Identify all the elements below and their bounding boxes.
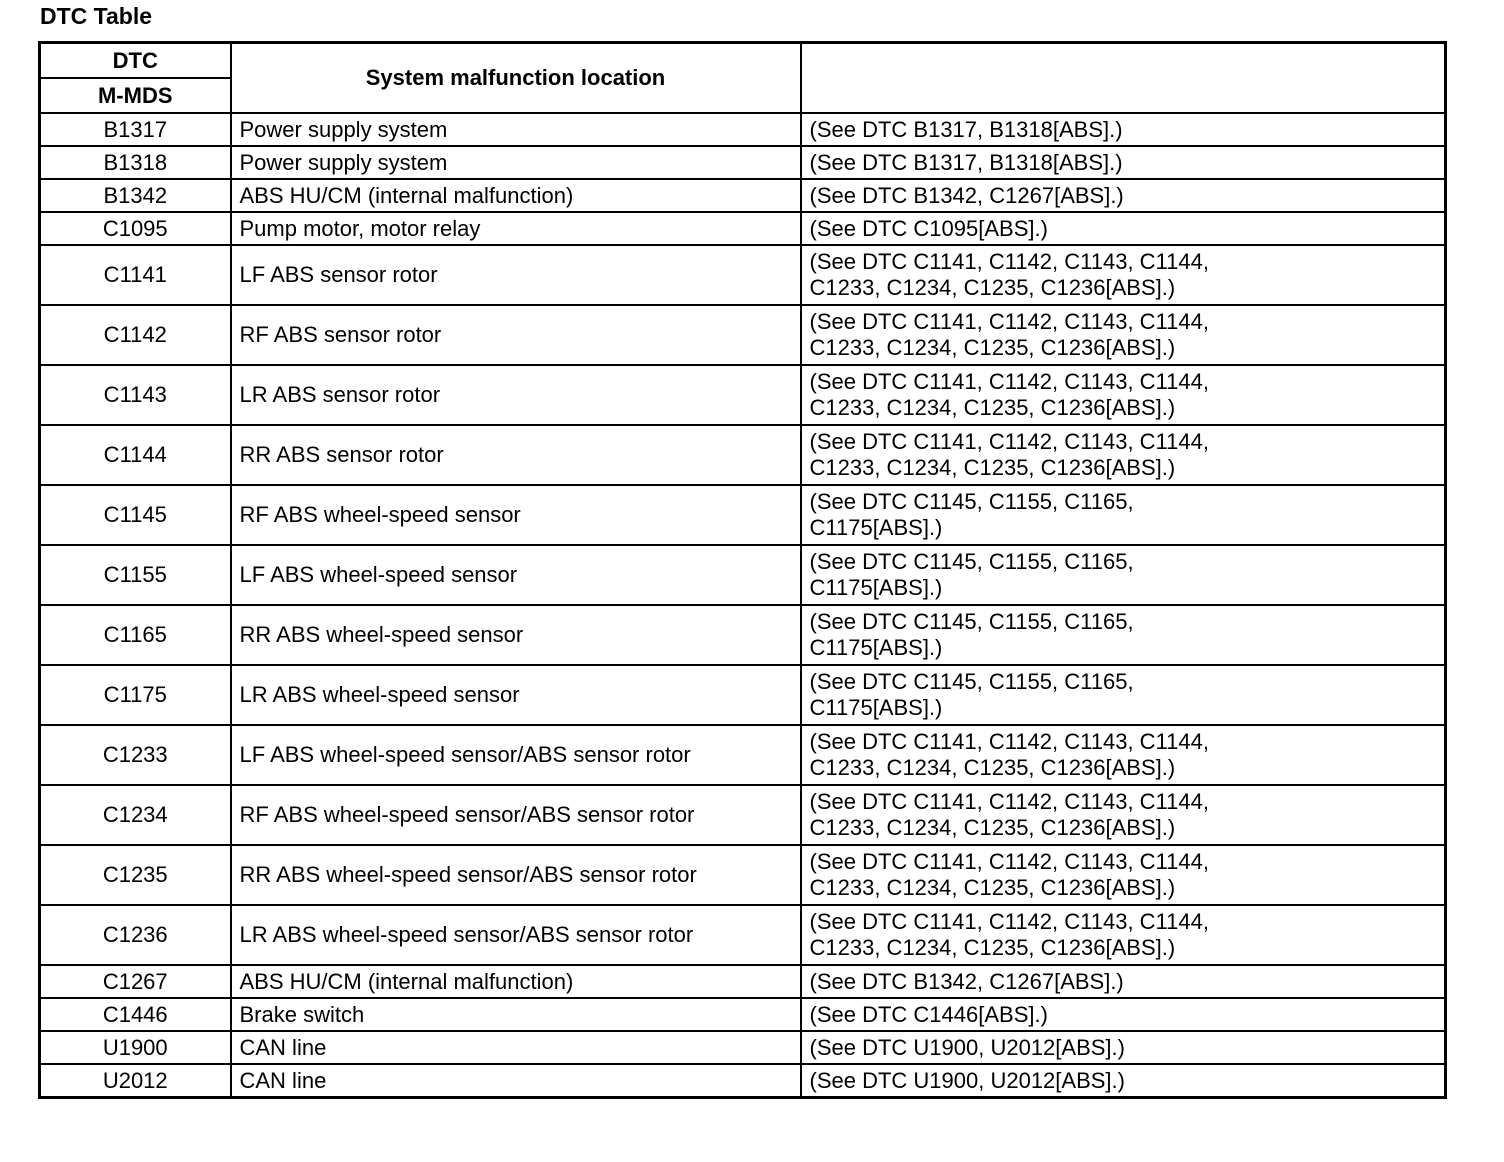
- header-reference: [801, 43, 1446, 114]
- table-row: [40, 245, 1446, 305]
- malfunction-location-cell: RF ABS wheel-speed sensor: [231, 485, 801, 545]
- reference-cell: [801, 965, 1446, 998]
- reference-line-1: (See DTC C1145, C1155, C1165,: [809, 669, 1134, 694]
- malfunction-location-cell: LR ABS wheel-speed sensor/ABS sensor rotor: [231, 905, 801, 965]
- page-title: DTC Table: [40, 3, 153, 29]
- table-row: [40, 785, 1446, 845]
- reference-line-1: (See DTC B1342, C1267[ABS].): [809, 968, 1124, 994]
- dtc-code-cell: U2012: [40, 1064, 231, 1098]
- table-row: [40, 998, 1446, 1031]
- reference-line-1: (See DTC C1141, C1142, C1143, C1144,: [809, 729, 1209, 754]
- reference-cell: [801, 998, 1446, 1031]
- reference-line-2: C1233, C1234, C1235, C1236[ABS].): [809, 815, 1176, 840]
- reference-line-1: (See DTC C1145, C1155, C1165,: [809, 549, 1134, 574]
- reference-line-1: (See DTC C1141, C1142, C1143, C1144,: [809, 849, 1209, 874]
- reference-cell: [801, 845, 1446, 905]
- dtc-code-cell: C1175: [40, 665, 231, 725]
- reference-cell: [801, 605, 1446, 665]
- reference-line-1: (See DTC C1141, C1142, C1143, C1144,: [809, 429, 1209, 454]
- dtc-code-cell: C1095: [40, 212, 231, 245]
- table-row: [40, 485, 1446, 545]
- table-row: [40, 425, 1446, 485]
- reference-cell: [801, 425, 1446, 485]
- reference-line-1: (See DTC C1095[ABS].): [809, 215, 1048, 241]
- dtc-code-cell: C1141: [40, 245, 231, 305]
- dtc-code-cell: C1233: [40, 725, 231, 785]
- reference-line-2: C1233, C1234, C1235, C1236[ABS].): [809, 455, 1176, 480]
- reference-line-2: C1233, C1234, C1235, C1236[ABS].): [809, 395, 1176, 420]
- table-body: [40, 113, 1446, 1098]
- reference-line-1: (See DTC B1317, B1318[ABS].): [809, 116, 1123, 142]
- malfunction-location-cell: LF ABS wheel-speed sensor: [231, 545, 801, 605]
- malfunction-location-cell: RR ABS sensor rotor: [231, 425, 801, 485]
- table-row: [40, 113, 1446, 146]
- table-row: [40, 1064, 1446, 1098]
- dtc-code-cell: C1165: [40, 605, 231, 665]
- header-mmds: M-MDS: [40, 78, 231, 113]
- header-dtc: DTC: [40, 43, 231, 79]
- malfunction-location-cell: RR ABS wheel-speed sensor/ABS sensor rotor: [231, 845, 801, 905]
- malfunction-location-cell: LF ABS wheel-speed sensor/ABS sensor rotor: [231, 725, 801, 785]
- reference-cell: [801, 212, 1446, 245]
- table-row: [40, 212, 1446, 245]
- malfunction-location-cell: LF ABS sensor rotor: [231, 245, 801, 305]
- dtc-code-cell: C1236: [40, 905, 231, 965]
- reference-line-2: C1175[ABS].): [809, 695, 943, 720]
- dtc-code-cell: C1145: [40, 485, 231, 545]
- reference-line-1: (See DTC C1145, C1155, C1165,: [809, 609, 1134, 634]
- reference-line-2: C1233, C1234, C1235, C1236[ABS].): [809, 275, 1176, 300]
- reference-cell: [801, 113, 1446, 146]
- reference-cell: [801, 305, 1446, 365]
- malfunction-location-cell: CAN line: [231, 1064, 801, 1098]
- dtc-code-cell: B1318: [40, 146, 231, 179]
- dtc-table: [38, 41, 1447, 1099]
- dtc-code-cell: U1900: [40, 1031, 231, 1064]
- table-row: [40, 365, 1446, 425]
- malfunction-location-cell: Power supply system: [231, 113, 801, 146]
- malfunction-location-cell: LR ABS sensor rotor: [231, 365, 801, 425]
- reference-line-1: (See DTC C1141, C1142, C1143, C1144,: [809, 789, 1209, 814]
- header-location: System malfunction location: [231, 43, 801, 114]
- reference-cell: [801, 1064, 1446, 1098]
- dtc-code-cell: B1342: [40, 179, 231, 212]
- reference-line-2: C1233, C1234, C1235, C1236[ABS].): [809, 875, 1176, 900]
- reference-line-1: (See DTC C1141, C1142, C1143, C1144,: [809, 369, 1209, 394]
- reference-line-1: (See DTC C1141, C1142, C1143, C1144,: [809, 909, 1209, 934]
- reference-line-2: C1233, C1234, C1235, C1236[ABS].): [809, 935, 1176, 960]
- dtc-code-cell: C1234: [40, 785, 231, 845]
- reference-line-2: C1175[ABS].): [809, 515, 943, 540]
- reference-line-1: (See DTC C1145, C1155, C1165,: [809, 489, 1134, 514]
- reference-line-2: C1175[ABS].): [809, 635, 943, 660]
- table-row: [40, 905, 1446, 965]
- reference-cell: [801, 665, 1446, 725]
- malfunction-location-cell: ABS HU/CM (internal malfunction): [231, 965, 801, 998]
- malfunction-location-cell: Power supply system: [231, 146, 801, 179]
- reference-cell: [801, 485, 1446, 545]
- reference-line-1: (See DTC C1446[ABS].): [809, 1001, 1048, 1027]
- malfunction-location-cell: ABS HU/CM (internal malfunction): [231, 179, 801, 212]
- reference-cell: [801, 1031, 1446, 1064]
- reference-line-2: C1233, C1234, C1235, C1236[ABS].): [809, 755, 1176, 780]
- dtc-code-cell: C1446: [40, 998, 231, 1031]
- reference-line-1: (See DTC C1141, C1142, C1143, C1144,: [809, 249, 1209, 274]
- table-row: [40, 605, 1446, 665]
- table-row: [40, 305, 1446, 365]
- reference-cell: [801, 785, 1446, 845]
- dtc-code-cell: C1267: [40, 965, 231, 998]
- dtc-code-cell: C1235: [40, 845, 231, 905]
- reference-cell: [801, 365, 1446, 425]
- reference-line-1: (See DTC U1900, U2012[ABS].): [809, 1067, 1125, 1093]
- table-row: [40, 845, 1446, 905]
- dtc-code-cell: C1143: [40, 365, 231, 425]
- reference-cell: [801, 905, 1446, 965]
- reference-cell: [801, 146, 1446, 179]
- table-row: [40, 725, 1446, 785]
- table-row: [40, 665, 1446, 725]
- dtc-code-cell: B1317: [40, 113, 231, 146]
- dtc-code-cell: C1155: [40, 545, 231, 605]
- table-row: [40, 179, 1446, 212]
- table-header: [40, 43, 1446, 114]
- malfunction-location-cell: CAN line: [231, 1031, 801, 1064]
- malfunction-location-cell: Pump motor, motor relay: [231, 212, 801, 245]
- reference-line-1: (See DTC B1342, C1267[ABS].): [809, 182, 1124, 208]
- reference-cell: [801, 245, 1446, 305]
- reference-cell: [801, 725, 1446, 785]
- reference-line-2: C1233, C1234, C1235, C1236[ABS].): [809, 335, 1176, 360]
- reference-cell: [801, 179, 1446, 212]
- reference-line-1: (See DTC C1141, C1142, C1143, C1144,: [809, 309, 1209, 334]
- malfunction-location-cell: RF ABS wheel-speed sensor/ABS sensor rotor: [231, 785, 801, 845]
- malfunction-location-cell: Brake switch: [231, 998, 801, 1031]
- table-row: [40, 545, 1446, 605]
- malfunction-location-cell: RR ABS wheel-speed sensor: [231, 605, 801, 665]
- malfunction-location-cell: LR ABS wheel-speed sensor: [231, 665, 801, 725]
- table-row: [40, 1031, 1446, 1064]
- dtc-code-cell: C1144: [40, 425, 231, 485]
- reference-cell: [801, 545, 1446, 605]
- malfunction-location-cell: RF ABS sensor rotor: [231, 305, 801, 365]
- table-row: [40, 965, 1446, 998]
- dtc-code-cell: C1142: [40, 305, 231, 365]
- reference-line-1: (See DTC B1317, B1318[ABS].): [809, 149, 1123, 175]
- table-row: [40, 146, 1446, 179]
- reference-line-2: C1175[ABS].): [809, 575, 943, 600]
- reference-line-1: (See DTC U1900, U2012[ABS].): [809, 1034, 1125, 1060]
